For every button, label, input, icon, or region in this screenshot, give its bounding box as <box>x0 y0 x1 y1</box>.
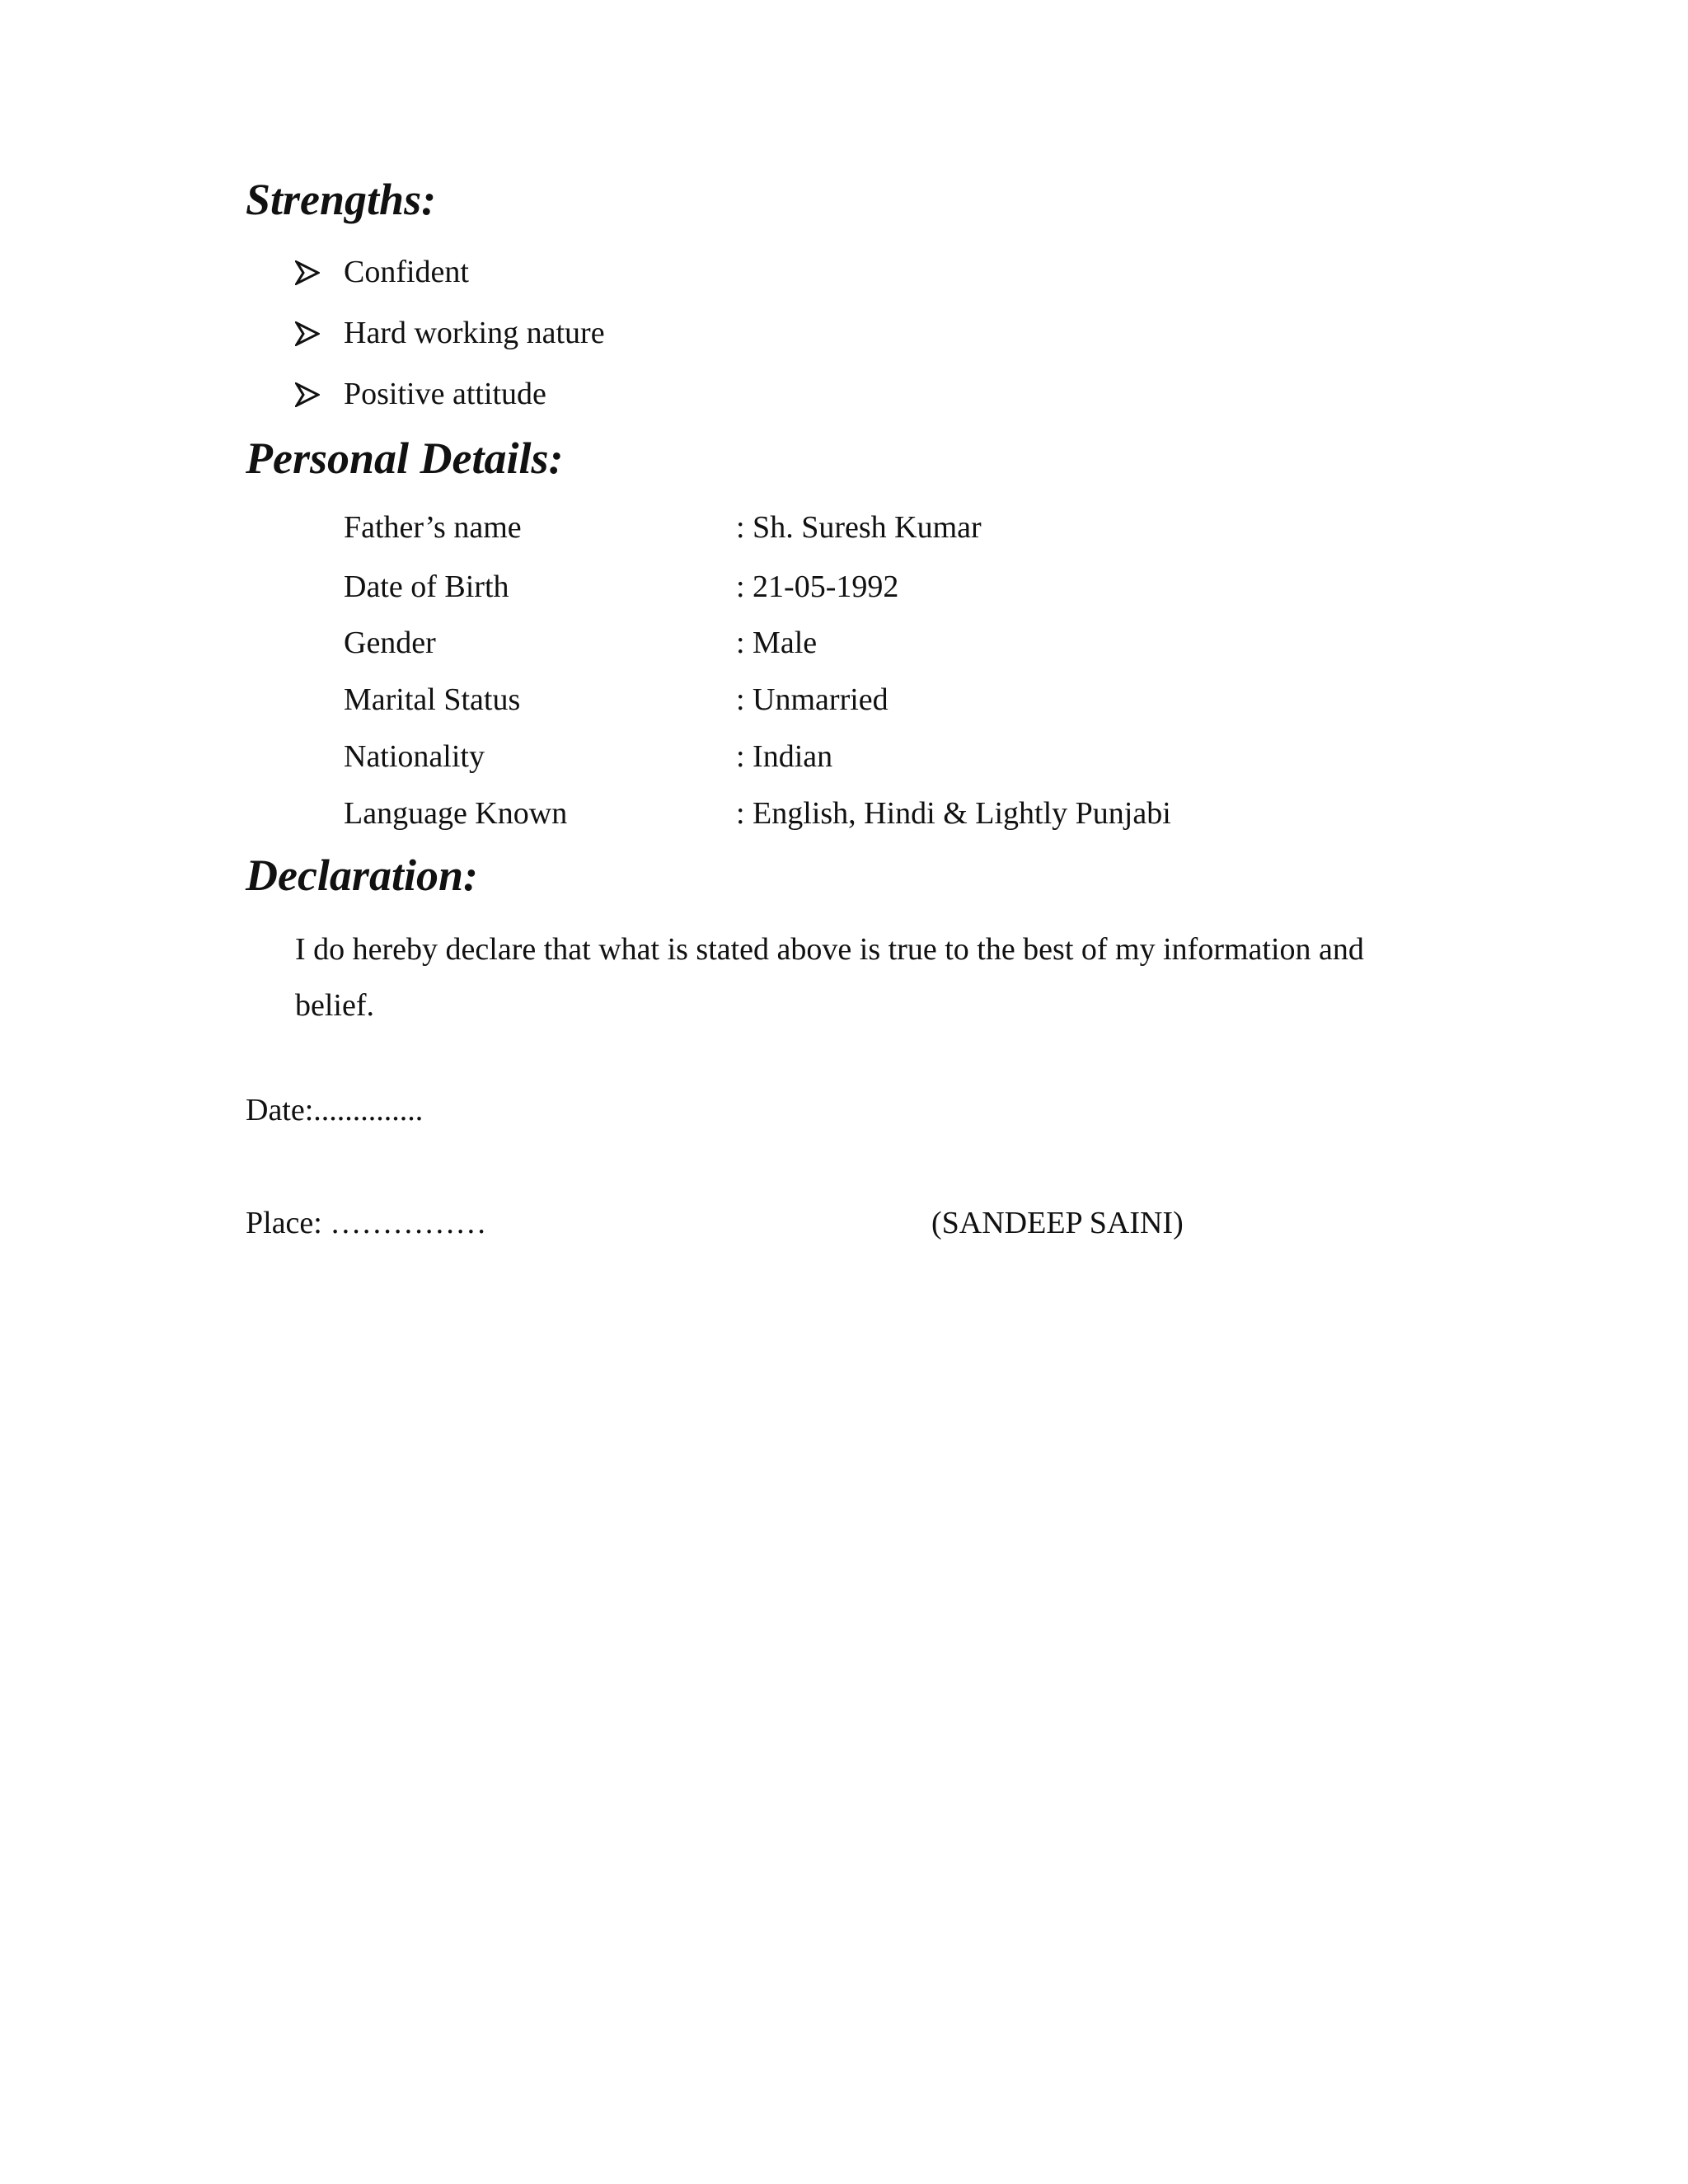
nationality-value: : Indian <box>736 739 833 774</box>
declaration-line-1: I do hereby declare that what is stated above is true to the best of my information and <box>295 932 1364 967</box>
strength-label: Hard working nature <box>344 316 605 350</box>
arrowhead-bullet-icon <box>295 321 320 346</box>
language-known-label: Language Known <box>344 796 568 831</box>
father-name-value: : Sh. Suresh Kumar <box>736 510 982 545</box>
language-known-value: : English, Hindi & Lightly Punjabi <box>736 796 1171 831</box>
gender-value: : Male <box>736 626 818 660</box>
strength-label: Confident <box>344 255 469 289</box>
date-of-birth-label: Date of Birth <box>344 569 509 604</box>
strength-label: Positive attitude <box>344 377 546 411</box>
declaration-heading: Declaration: <box>246 851 478 900</box>
date-of-birth-value: : 21-05-1992 <box>736 569 899 604</box>
marital-status-label: Marital Status <box>344 682 521 717</box>
declaration-line-2: belief. <box>295 988 375 1023</box>
nationality-label: Nationality <box>344 739 485 774</box>
strengths-heading: Strengths: <box>246 175 437 224</box>
place-label: Place: …………… <box>246 1206 487 1240</box>
father-name-label: Father’s name <box>344 510 522 545</box>
arrowhead-bullet-icon <box>295 260 320 285</box>
marital-status-value: : Unmarried <box>736 682 889 717</box>
signature-name: (SANDEEP SAINI) <box>931 1206 1184 1240</box>
arrowhead-bullet-icon <box>295 382 320 407</box>
date-label: Date:.............. <box>246 1093 424 1127</box>
personal-details-heading: Personal Details: <box>246 434 564 483</box>
gender-label: Gender <box>344 626 436 660</box>
